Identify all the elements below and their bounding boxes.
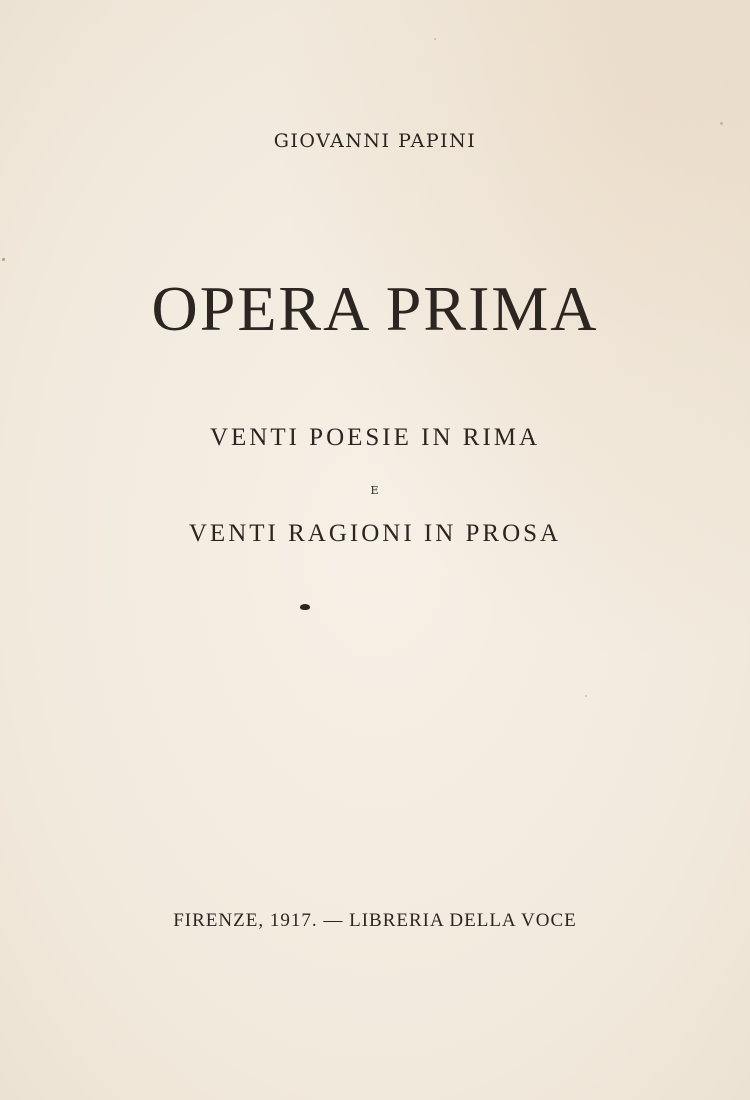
paper-foxing-spot — [720, 122, 723, 125]
paper-foxing-spot — [434, 38, 436, 40]
author-name: GIOVANNI PAPINI — [273, 130, 477, 152]
publisher-imprint: FIRENZE, 1917. — LIBRERIA DELLA VOCE — [173, 910, 577, 931]
paper-foxing-spot — [585, 695, 587, 697]
book-title: OPERA PRIMA — [151, 273, 599, 344]
paper-foxing-spot — [2, 258, 5, 261]
subtitle-line-2: VENTI RAGIONI IN PROSA — [188, 520, 562, 547]
subtitle-line-1: VENTI POESIE IN RIMA — [209, 424, 541, 451]
printer-ornament-icon — [300, 604, 310, 610]
subtitle-conjunction: E — [370, 484, 380, 497]
